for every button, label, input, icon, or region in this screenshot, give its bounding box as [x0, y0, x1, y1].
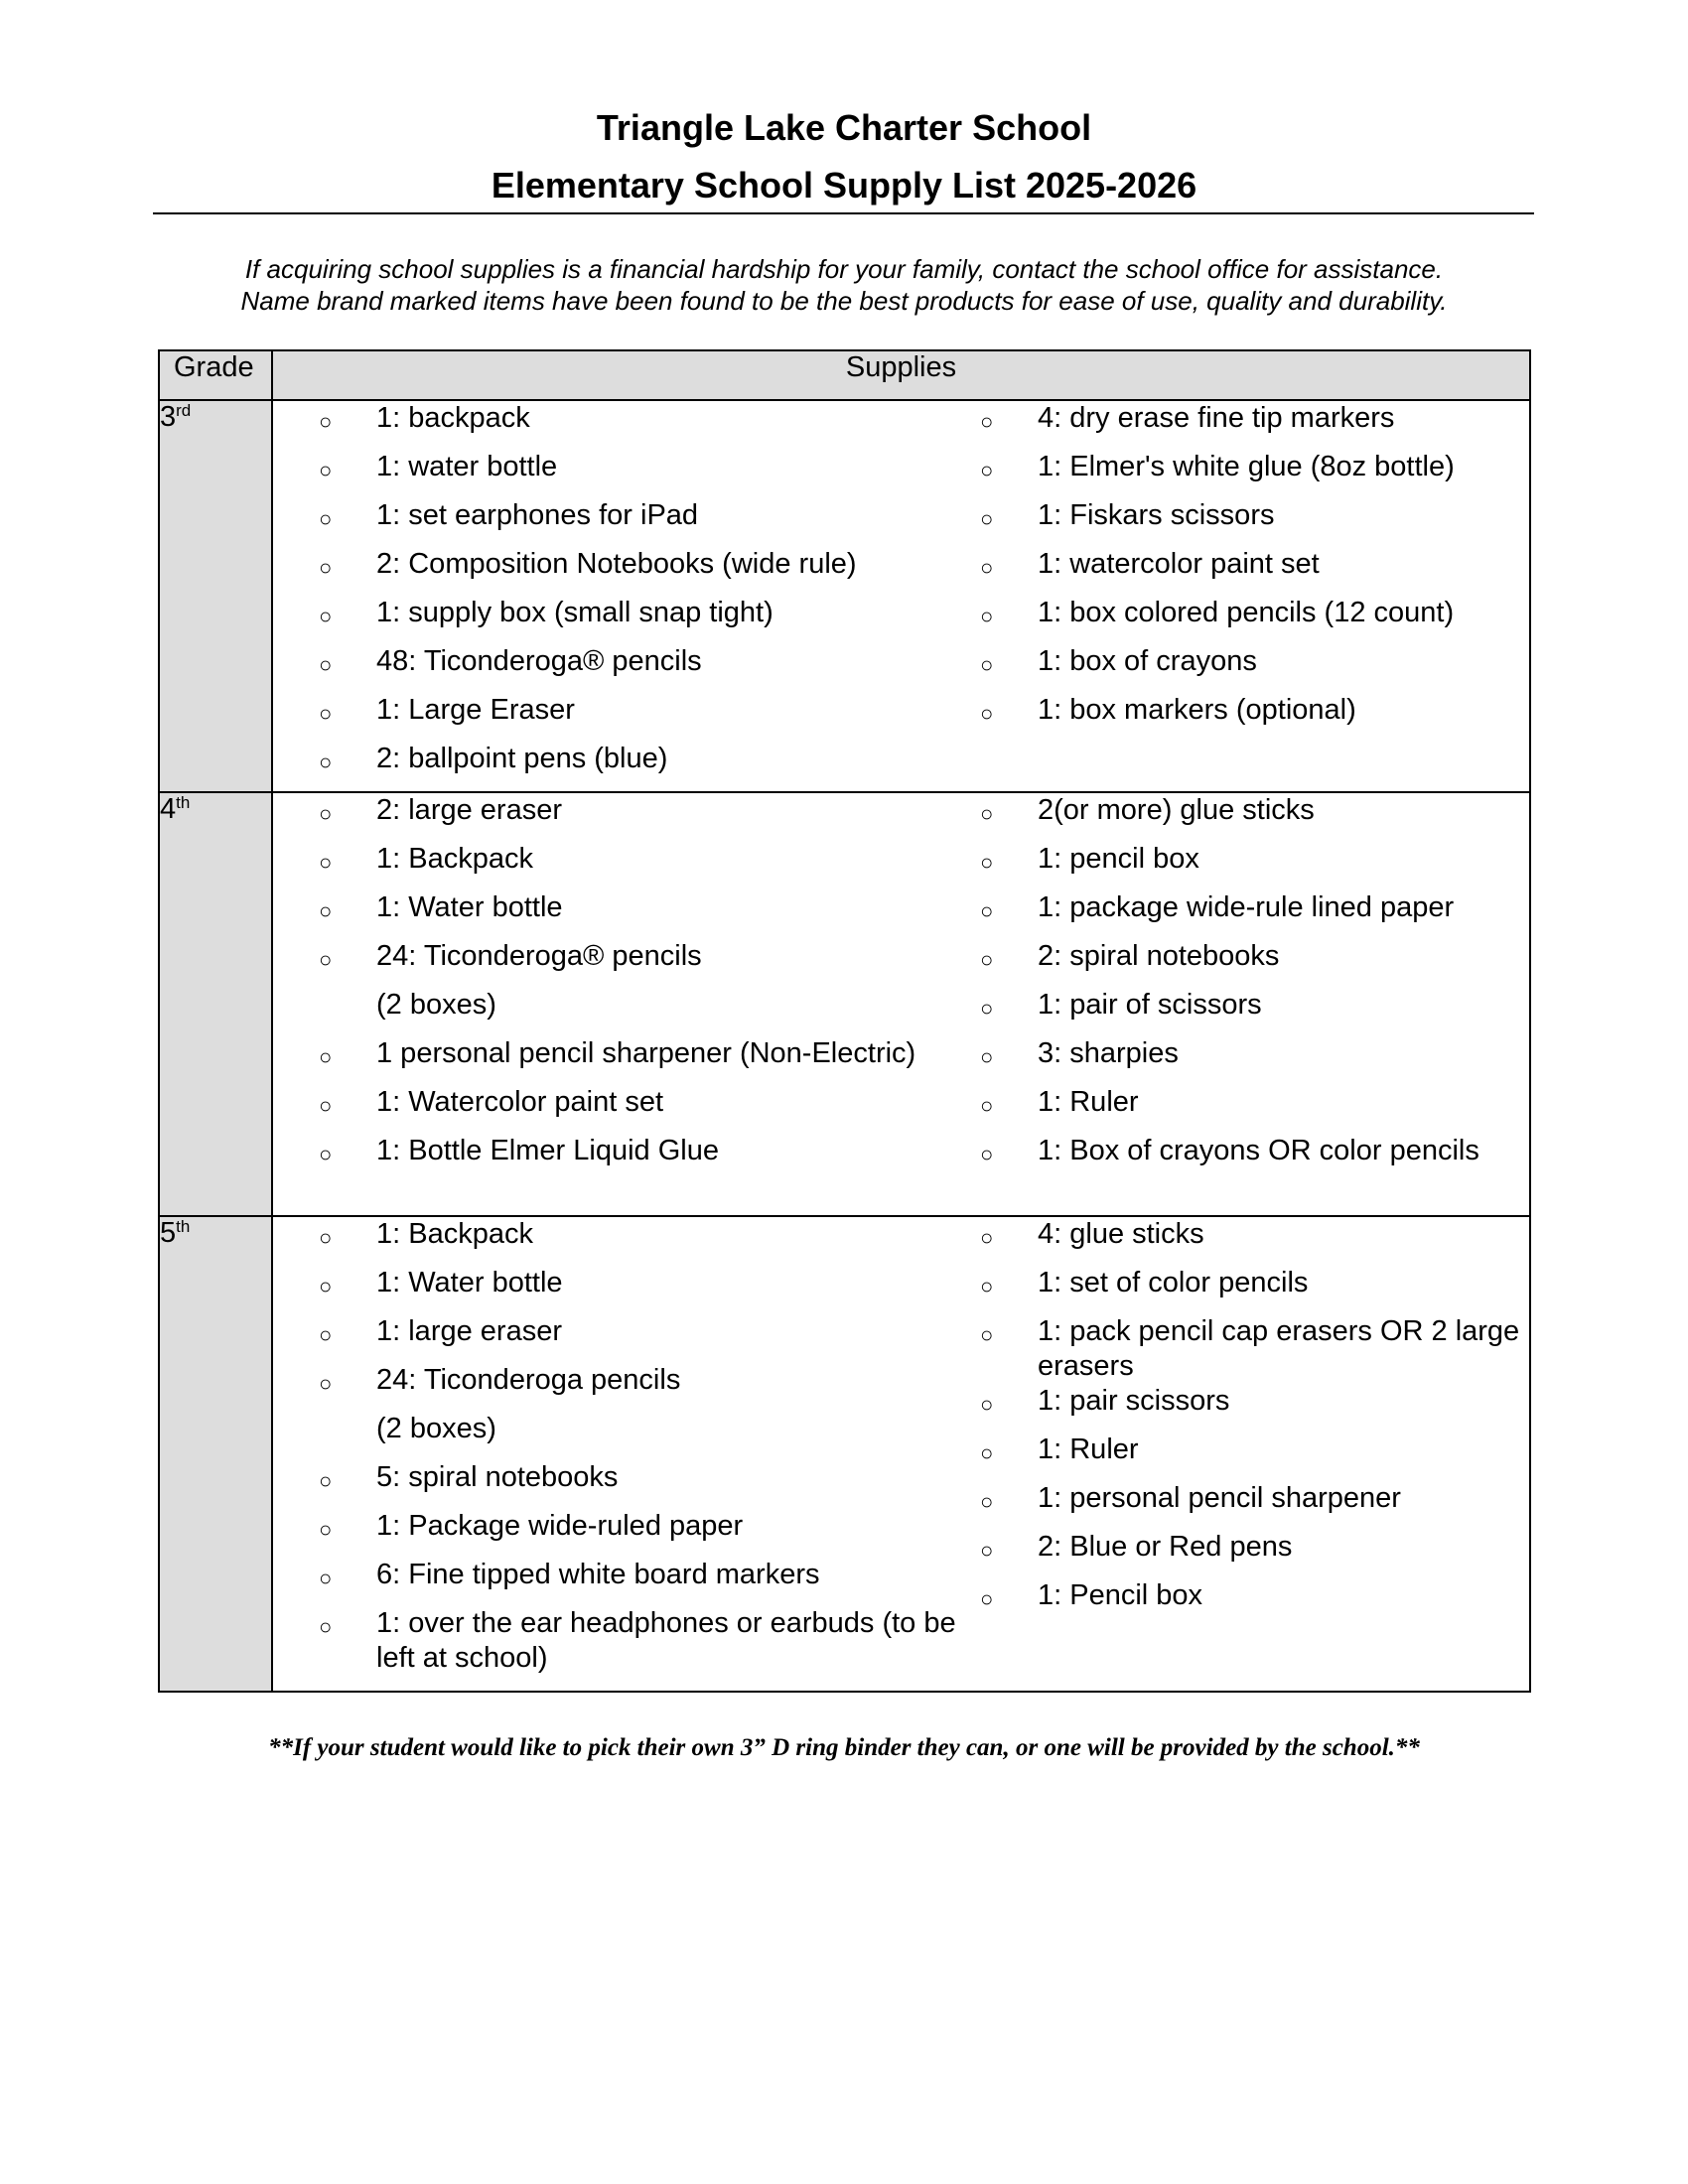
supply-item — [319, 1509, 980, 1558]
bullet-icon: ○ — [319, 850, 333, 875]
supply-item-text: 2: large eraser — [376, 794, 562, 826]
supply-item-text: 1: pair of scissors — [1038, 989, 1262, 1021]
bullet-icon: ○ — [980, 555, 994, 580]
supply-item — [319, 498, 980, 547]
bullet-icon: ○ — [980, 850, 994, 875]
supply-item-text: 2: Composition Notebooks (wide rule) — [376, 548, 857, 580]
list-title: Elementary School Supply List 2025-2026 — [491, 165, 1197, 205]
bullet-icon: ○ — [319, 1566, 333, 1590]
supply-item-text: 2: spiral notebooks — [1038, 940, 1280, 972]
supply-item-text: 2: ballpoint pens (blue) — [376, 743, 668, 774]
bullet-icon: ○ — [980, 604, 994, 628]
supply-item-text: 1: pair scissors — [1038, 1385, 1230, 1417]
supply-item — [319, 547, 980, 596]
supply-item-text: 1: Fiskars scissors — [1038, 499, 1275, 531]
grade-suffix: th — [176, 793, 191, 812]
supply-item — [980, 1433, 1529, 1481]
supply-item — [319, 793, 980, 842]
supply-item-text: 2: Blue or Red pens — [1038, 1531, 1293, 1563]
supply-item — [980, 1481, 1529, 1530]
supply-item — [319, 1606, 980, 1676]
supply-item — [319, 988, 980, 1036]
supply-item-text: 24: Ticonderoga pencils — [376, 1364, 681, 1396]
bullet-icon: ○ — [319, 701, 333, 726]
supply-item — [319, 1266, 980, 1314]
supply-item — [980, 890, 1529, 939]
bullet-icon: ○ — [980, 1225, 994, 1250]
supply-item — [319, 450, 980, 498]
supply-item-text: 1: Ruler — [1038, 1433, 1139, 1465]
bullet-icon: ○ — [980, 1093, 994, 1118]
supply-item-text: 1: Backpack — [376, 843, 533, 875]
bullet-icon: ○ — [980, 506, 994, 531]
supply-item-text: 1: pencil box — [1038, 843, 1199, 875]
supply-item — [980, 1217, 1529, 1266]
supply-item-text: 1: Backpack — [376, 1218, 533, 1250]
grade-suffix: th — [176, 1217, 191, 1236]
supply-item — [319, 693, 980, 742]
supply-item — [319, 1036, 980, 1085]
bullet-icon: ○ — [319, 947, 333, 972]
supply-item — [980, 1530, 1529, 1578]
supply-item-text: 1: set earphones for iPad — [376, 499, 699, 531]
bullet-icon: ○ — [980, 1274, 994, 1298]
grade-number: 3 — [160, 401, 177, 433]
supplies-cell — [272, 400, 1530, 792]
bullet-icon: ○ — [980, 652, 994, 677]
supply-item-text: 1: Bottle Elmer Liquid Glue — [376, 1135, 719, 1166]
title-divider — [153, 212, 1534, 214]
supply-item-text: 1: box of crayons — [1038, 645, 1257, 677]
supply-item-text: 24: Ticonderoga® pencils — [376, 940, 702, 972]
grade-row-3 — [159, 400, 1530, 792]
supply-item-text: 1: Pencil box — [1038, 1579, 1203, 1611]
supply-item — [980, 1384, 1529, 1433]
grade-suffix: rd — [176, 401, 192, 420]
supply-list-left — [273, 1217, 980, 1676]
grade-cell — [159, 400, 272, 792]
supplies-cell — [272, 1216, 1530, 1692]
supply-item — [980, 988, 1529, 1036]
grade-number: 5 — [160, 1217, 177, 1249]
supply-item — [980, 1134, 1529, 1182]
supply-item-text: 1: Large Eraser — [376, 694, 575, 726]
supply-item-text: 1: over the ear headphones or earbuds (to be left at school) — [376, 1607, 956, 1674]
supply-item-text: 1: box colored pencils (12 count) — [1038, 597, 1455, 628]
supply-list-left — [273, 401, 980, 790]
supply-item — [319, 1314, 980, 1363]
bullet-icon: ○ — [319, 1093, 333, 1118]
supply-item-text: 1: Watercolor paint set — [376, 1086, 664, 1118]
bullet-icon: ○ — [319, 750, 333, 774]
bullet-icon: ○ — [980, 409, 994, 434]
bullet-icon: ○ — [319, 1517, 333, 1542]
supply-item — [319, 939, 980, 988]
supply-item — [319, 890, 980, 939]
bullet-icon: ○ — [980, 947, 994, 972]
supply-item-text: 1: personal pencil sharpener — [1038, 1482, 1401, 1514]
supply-item — [980, 1266, 1529, 1314]
bullet-icon: ○ — [319, 1468, 333, 1493]
bullet-icon: ○ — [319, 458, 333, 482]
supply-item-text: 4: dry erase fine tip markers — [1038, 402, 1395, 434]
supply-item — [980, 842, 1529, 890]
supply-item-text: 1: Water bottle — [376, 891, 563, 923]
supply-item — [980, 1036, 1529, 1085]
bullet-icon: ○ — [980, 458, 994, 482]
bullet-icon: ○ — [980, 701, 994, 726]
bullet-icon: ○ — [980, 1044, 994, 1069]
supply-list-right — [980, 793, 1529, 1182]
bullet-icon: ○ — [319, 1225, 333, 1250]
supply-item-text: 5: spiral notebooks — [376, 1461, 619, 1493]
supply-item-text: 1: supply box (small snap tight) — [376, 597, 774, 628]
bullet-icon: ○ — [980, 898, 994, 923]
binder-footnote: **If your student would like to pick their own 3” D ring binder they can, or one will be provided by the school.** — [268, 1734, 1420, 1761]
supply-item — [980, 596, 1529, 644]
supply-item — [319, 1085, 980, 1134]
bullet-icon: ○ — [980, 1322, 994, 1347]
school-name: Triangle Lake Charter School — [596, 107, 1092, 148]
bullet-icon: ○ — [980, 996, 994, 1021]
supply-item — [980, 547, 1529, 596]
supply-item — [980, 1085, 1529, 1134]
supply-item — [319, 1558, 980, 1606]
supply-item — [319, 596, 980, 644]
grade-row-5 — [159, 1216, 1530, 1692]
supply-item-text: 1: large eraser — [376, 1315, 562, 1347]
supply-item-text: 1: water bottle — [376, 451, 558, 482]
supply-item-text: 1: Elmer's white glue (8oz bottle) — [1038, 451, 1455, 482]
supply-item-text: 6: Fine tipped white board markers — [376, 1559, 820, 1590]
supply-item-text: 2(or more) glue sticks — [1038, 794, 1315, 826]
supply-item-text: 1: Ruler — [1038, 1086, 1139, 1118]
bullet-icon: ○ — [980, 1142, 994, 1166]
bullet-icon: ○ — [319, 1371, 333, 1396]
supply-item-text: 3: sharpies — [1038, 1037, 1179, 1069]
supply-item — [319, 1460, 980, 1509]
supply-item — [980, 401, 1529, 450]
bullet-icon: ○ — [980, 1538, 994, 1563]
supply-item — [980, 644, 1529, 693]
bullet-icon: ○ — [319, 652, 333, 677]
grade-number: 4 — [160, 793, 177, 825]
bullet-icon: ○ — [319, 898, 333, 923]
bullet-icon: ○ — [319, 409, 333, 434]
supply-item-text: (2 boxes) — [376, 989, 496, 1021]
bullet-icon: ○ — [980, 1586, 994, 1611]
supply-item — [319, 644, 980, 693]
supply-item — [319, 1363, 980, 1412]
grade-row-4 — [159, 792, 1530, 1216]
bullet-icon: ○ — [980, 801, 994, 826]
bullet-icon: ○ — [319, 1322, 333, 1347]
grade-cell — [159, 792, 272, 1216]
supply-item — [319, 742, 980, 790]
supply-table — [158, 349, 1531, 1693]
supply-item-text: 48: Ticonderoga® pencils — [376, 645, 702, 677]
supply-item-text: 1: watercolor paint set — [1038, 548, 1320, 580]
brand-note: Name brand marked items have been found to be the best products for ease of use, quality and durability. — [240, 286, 1448, 316]
supply-item — [319, 1412, 980, 1460]
supply-item — [980, 498, 1529, 547]
supply-item — [319, 842, 980, 890]
supply-item-text: 1: pack pencil cap erasers OR 2 large erasers — [1038, 1315, 1520, 1382]
supply-item-text: (2 boxes) — [376, 1413, 496, 1444]
supply-item — [980, 693, 1529, 742]
bullet-icon: ○ — [319, 1142, 333, 1166]
supply-list-left — [273, 793, 980, 1182]
bullet-icon: ○ — [319, 506, 333, 531]
bullet-icon: ○ — [319, 555, 333, 580]
supply-item-text: 1: Water bottle — [376, 1267, 563, 1298]
supply-item — [980, 1578, 1529, 1627]
supply-item — [980, 939, 1529, 988]
supply-item — [980, 793, 1529, 842]
supply-item — [980, 450, 1529, 498]
supply-list-right — [980, 1217, 1529, 1676]
supply-item-text: 1: Package wide-ruled paper — [376, 1510, 744, 1542]
bullet-icon: ○ — [319, 1044, 333, 1069]
bullet-icon: ○ — [980, 1440, 994, 1465]
supply-item — [319, 1134, 980, 1182]
bullet-icon: ○ — [980, 1392, 994, 1417]
supply-list-right — [980, 401, 1529, 790]
bullet-icon: ○ — [319, 801, 333, 826]
grade-column-header: Grade — [159, 350, 272, 400]
supply-item-text: 4: glue sticks — [1038, 1218, 1204, 1250]
supply-item — [319, 1217, 980, 1266]
bullet-icon: ○ — [319, 1614, 333, 1639]
bullet-icon: ○ — [980, 1489, 994, 1514]
hardship-note: If acquiring school supplies is a financial hardship for your family, contact the school office for assistance. — [244, 254, 1444, 284]
supply-item-text: 1: set of color pencils — [1038, 1267, 1309, 1298]
bullet-icon: ○ — [319, 604, 333, 628]
supply-item — [319, 401, 980, 450]
supplies-cell — [272, 792, 1530, 1216]
table-header-row — [159, 350, 1530, 400]
supply-item-text: 1: Box of crayons OR color pencils — [1038, 1135, 1479, 1166]
supply-item — [980, 1314, 1529, 1384]
grade-cell — [159, 1216, 272, 1692]
supplies-column-header: Supplies — [272, 350, 1530, 400]
supply-item-text: 1: box markers (optional) — [1038, 694, 1356, 726]
bullet-icon: ○ — [319, 1274, 333, 1298]
supply-item-text: 1: package wide-rule lined paper — [1038, 891, 1455, 923]
supply-item-text: 1 personal pencil sharpener (Non-Electric) — [376, 1037, 916, 1069]
supply-item-text: 1: backpack — [376, 402, 530, 434]
